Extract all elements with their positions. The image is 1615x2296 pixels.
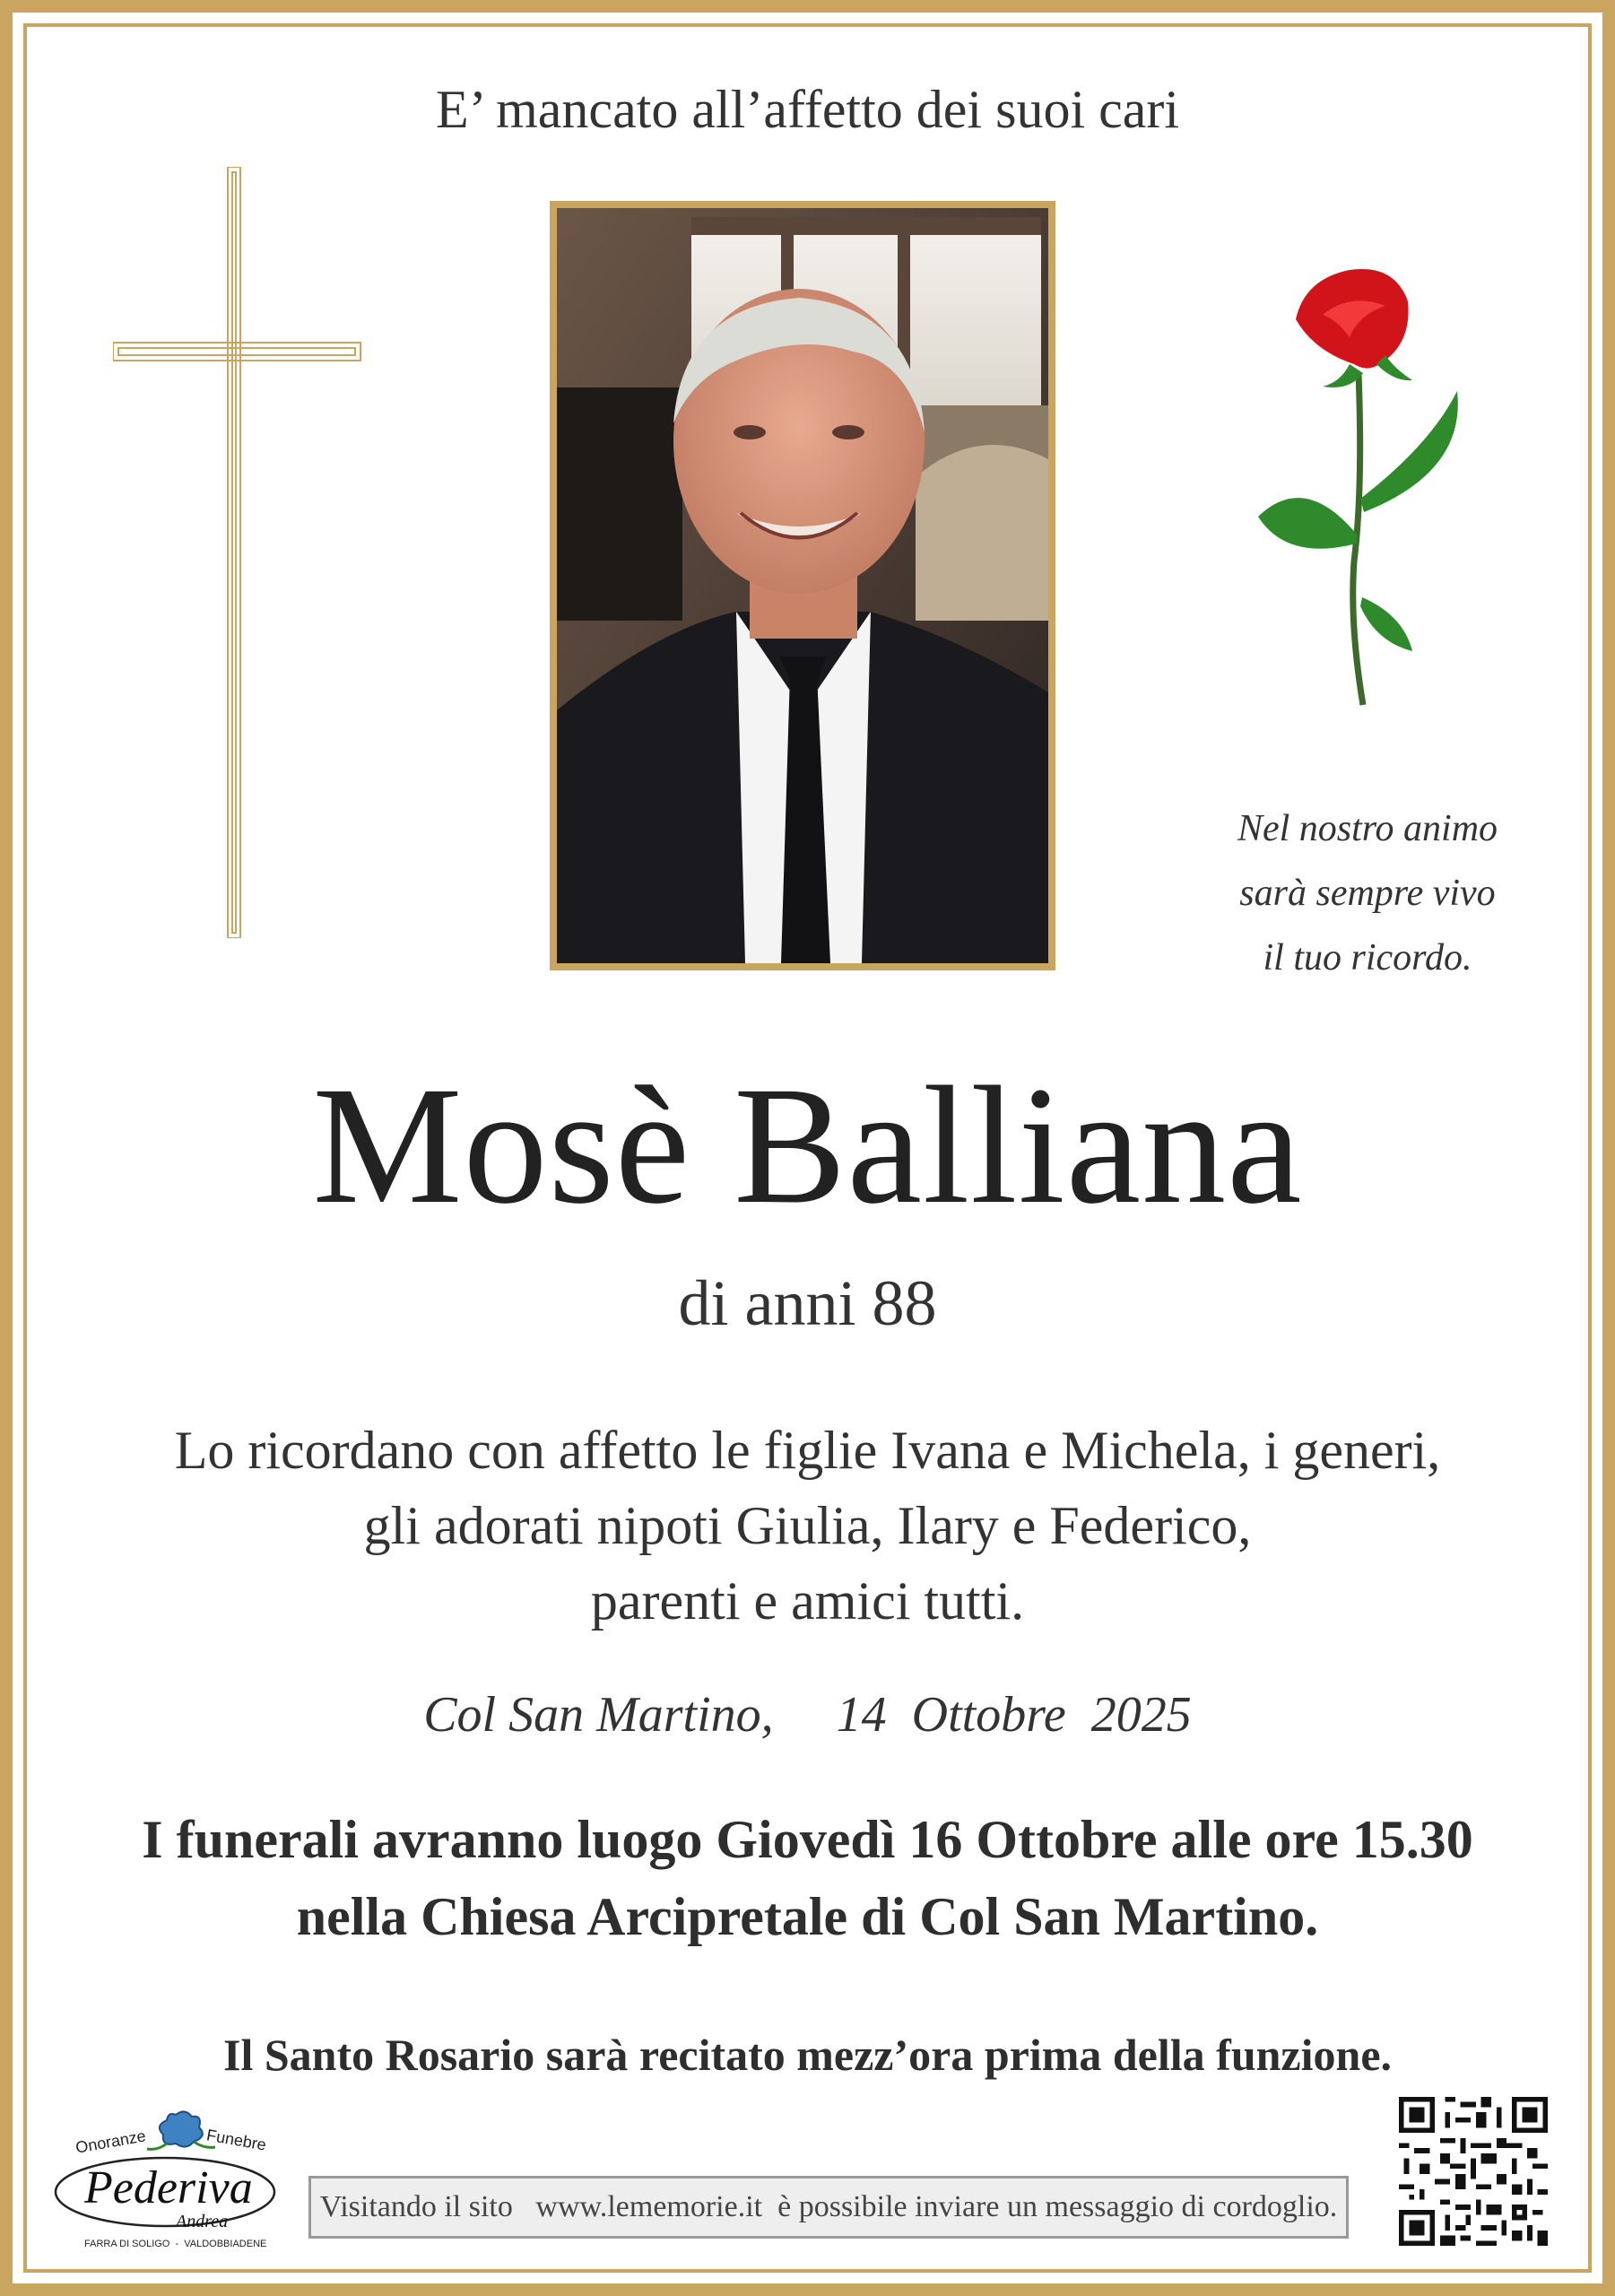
portrait-photo: [550, 201, 1055, 970]
quote-line: Nel nostro animo: [1237, 808, 1498, 849]
qr-code[interactable]: [1399, 2097, 1548, 2246]
place-date: [0, 1686, 1615, 1744]
rosary-info: Il Santo Rosario sarà recitato mezz’ora prima della funzione.: [222, 2030, 1393, 2080]
cross-icon: [113, 167, 364, 938]
quote-line: sarà sempre vivo: [1239, 873, 1496, 914]
footer-suffix: è possibile inviare un messaggio di cordoglio.: [777, 2190, 1338, 2223]
funeral-info: [0, 1801, 1615, 1955]
funeral-line-2: nella Chiesa Arcipretale di Col San Martino.: [296, 1887, 1319, 1946]
logo-place: FARRA DI SOLIGO - VALDOBBIADENE: [84, 2239, 267, 2249]
deceased-age: di anni 88: [678, 1267, 937, 1339]
condolence-banner: [308, 2176, 1349, 2239]
logo-text-top-left: Onoranze: [74, 2126, 148, 2157]
footer-site-link[interactable]: www.lememorie.it: [535, 2190, 763, 2223]
place-text: Col San Martino,: [423, 1687, 774, 1743]
deceased-name: Mosè Balliana: [312, 1051, 1303, 1239]
footer-prefix: Visitando il sito: [319, 2190, 513, 2223]
mourners-line: gli adorati nipoti Giulia, Ilary e Federico,: [363, 1496, 1252, 1555]
red-rose-icon: [1251, 265, 1466, 714]
logo-sub: Andrea: [176, 2212, 229, 2231]
funeral-line-1: I funerali avranno luogo Giovedì 16 Ottobre alle ore 15.30: [142, 1810, 1473, 1869]
quote-line: il tuo ricordo.: [1263, 937, 1472, 978]
mourners-text: [0, 1413, 1615, 1639]
date-text: 14 Ottobre 2025: [836, 1687, 1192, 1743]
mourners-line: parenti e amici tutti.: [590, 1571, 1025, 1631]
logo-text-top-right: Funebre: [204, 2126, 268, 2154]
announcement-text: E’ mancato all’affetto dei suoi cari: [435, 80, 1180, 139]
memorial-quote: [1157, 796, 1578, 990]
logo-brand: Pederiva: [84, 2162, 253, 2213]
mourners-line: Lo ricordano con affetto le figlie Ivana e Michela, i generi,: [174, 1421, 1441, 1480]
portrait-illustration: [557, 208, 1048, 963]
